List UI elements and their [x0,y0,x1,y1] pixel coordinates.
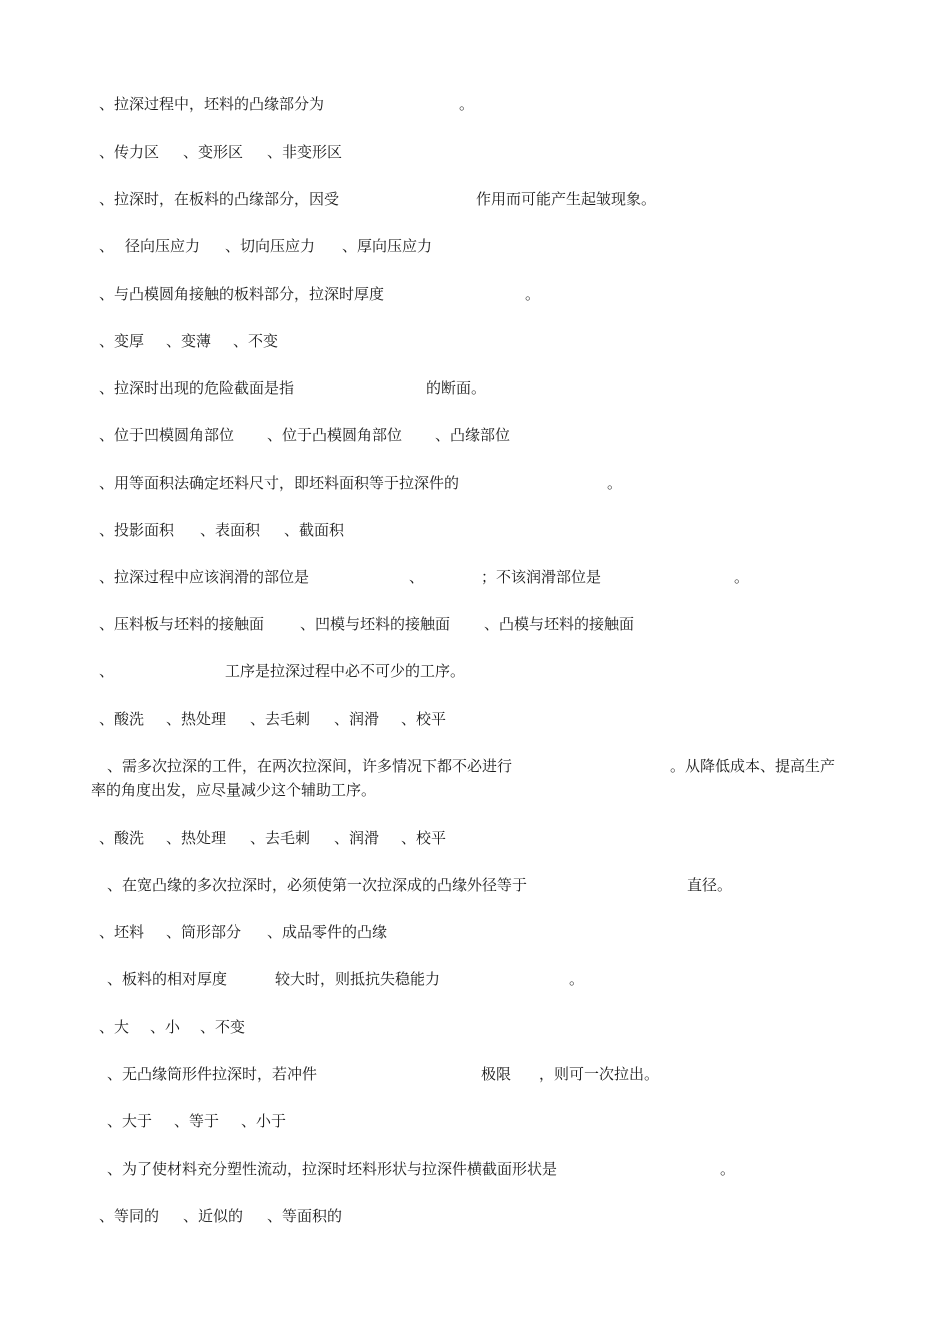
option-b: 、筒形部分 [166,923,242,941]
question-text: 。 [459,95,475,113]
question-text: 较大时，则抵抗失稳能力 [275,970,441,988]
question-text: 、为了使材料充分塑性流动，拉深时坯料形状与拉深件横截面形状是 [107,1160,558,1178]
option-a-marker: 、 [99,237,115,255]
question-text: 。 [607,474,623,492]
question-text: 。 [569,970,585,988]
question-text: ；不该润滑部位是 [481,568,602,586]
option-b: 、近似的 [183,1207,244,1225]
question-text: 、需多次拉深的工件，在两次拉深间，许多情况下都不必进行 [107,757,513,775]
question-text: 极限 [481,1065,512,1083]
option-c: 、等面积的 [267,1207,343,1225]
option-c: 、去毛刺 [250,710,311,728]
option-b: 、小 [150,1018,181,1036]
option-a: 径向压应力 [125,237,201,255]
question-text: 、用等面积法确定坯料尺寸，即坯料面积等于拉深件的 [99,474,460,492]
option-c: 、不变 [233,332,279,350]
option-a: 、投影面积 [99,521,175,539]
option-a: 、大于 [107,1112,153,1130]
option-e: 、校平 [401,710,447,728]
option-c: 、非变形区 [267,143,343,161]
question-text: 。 [720,1160,736,1178]
option-a: 、位于凹模圆角部位 [99,426,235,444]
option-c: 、截面积 [284,521,345,539]
question-text: 的断面。 [426,379,487,397]
question-text: 、与凸模圆角接触的板料部分，拉深时厚度 [99,285,385,303]
option-b: 、表面积 [200,521,261,539]
option-c: 、成品零件的凸缘 [267,923,388,941]
option-b: 、变薄 [166,332,212,350]
option-a: 、酸洗 [99,710,145,728]
option-a: 、等同的 [99,1207,160,1225]
option-b: 、凹模与坯料的接触面 [300,615,451,633]
question-text: 作用而可能产生起皱现象。 [476,190,657,208]
question-text: 、拉深过程中，坯料的凸缘部分为 [99,95,325,113]
option-b: 、热处理 [166,710,227,728]
question-text: 、板料的相对厚度 [107,970,228,988]
option-c: 、厚向压应力 [342,237,433,255]
option-c: 、小于 [241,1112,287,1130]
option-b: 、变形区 [183,143,244,161]
option-a: 、酸洗 [99,829,145,847]
question-text: 、拉深时出现的危险截面是指 [99,379,295,397]
option-c: 、凸缘部位 [435,426,511,444]
question-text: 直径。 [687,876,733,894]
option-a: 、变厚 [99,332,145,350]
option-b: 、热处理 [166,829,227,847]
question-text: 。 [734,568,750,586]
option-d: 、润滑 [334,829,380,847]
question-text: 。 [525,285,541,303]
option-a: 、压料板与坯料的接触面 [99,615,265,633]
option-c: 、凸模与坯料的接触面 [484,615,635,633]
option-b: 、切向压应力 [225,237,316,255]
question-text: 、拉深时，在板料的凸缘部分，因受 [99,190,340,208]
option-c: 、去毛刺 [250,829,311,847]
option-b: 、位于凸模圆角部位 [267,426,403,444]
question-text: 率的角度出发，应尽量减少这个辅助工序。 [91,781,377,799]
option-a: 、传力区 [99,143,160,161]
question-text: ，则可一次拉出。 [539,1065,660,1083]
option-c: 、不变 [200,1018,246,1036]
question-text: 、在宽凸缘的多次拉深时，必须使第一次拉深成的凸缘外径等于 [107,876,528,894]
question-text: 。从降低成本、提高生产 [670,757,836,775]
question-text: 、 [99,662,115,680]
option-a: 、大 [99,1018,130,1036]
question-text: 、拉深过程中应该润滑的部位是 [99,568,310,586]
option-d: 、润滑 [334,710,380,728]
question-text: 工序是拉深过程中必不可少的工序。 [225,662,466,680]
option-a: 、坯料 [99,923,145,941]
option-b: 、等于 [174,1112,220,1130]
option-e: 、校平 [401,829,447,847]
question-text: 、 [409,568,425,586]
question-text: 、无凸缘筒形件拉深时，若冲件 [107,1065,318,1083]
